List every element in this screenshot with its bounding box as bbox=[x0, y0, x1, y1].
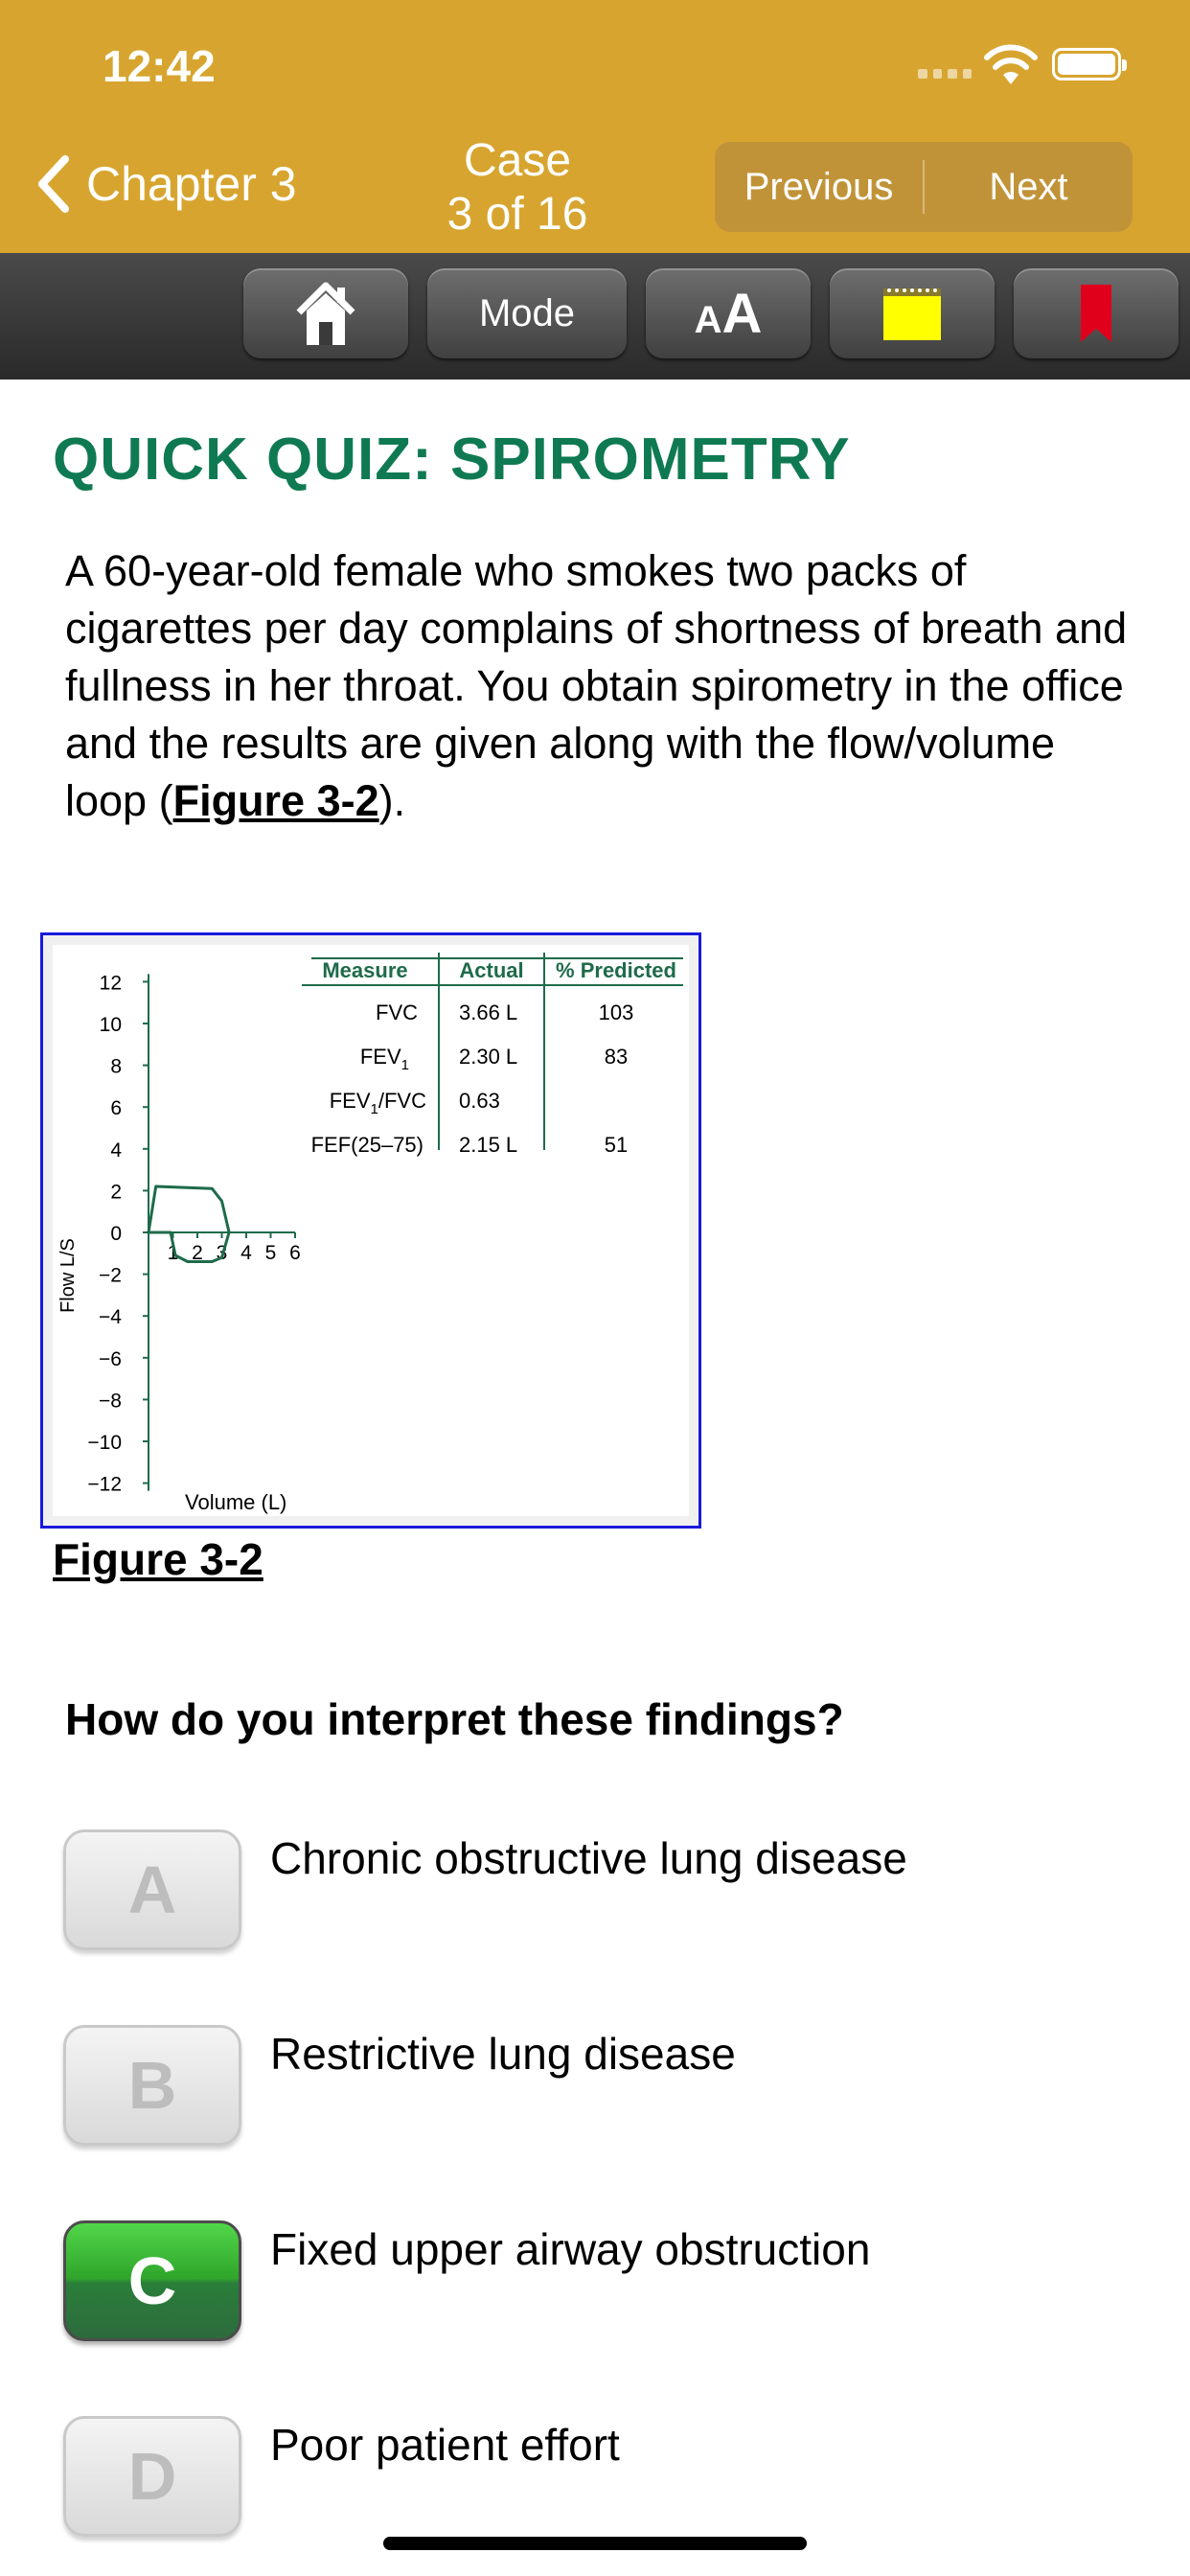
option-a-button[interactable]: A bbox=[63, 1829, 241, 1950]
table-actual-ratio: 0.63 bbox=[459, 1089, 500, 1113]
figure-caption[interactable]: Figure 3-2 bbox=[53, 1534, 263, 1584]
table-actual-fev1: 2.30 L bbox=[459, 1045, 518, 1069]
text-size-button[interactable] bbox=[646, 268, 811, 358]
table-predicted-fef: 51 bbox=[604, 1133, 629, 1157]
mode-button[interactable]: Mode bbox=[427, 268, 627, 358]
table-header-actual: Actual bbox=[459, 958, 524, 982]
x-tick-labels bbox=[168, 1232, 301, 1264]
option-a-text: Chronic obstructive lung disease bbox=[270, 1833, 907, 1883]
flow-volume-chart bbox=[53, 945, 689, 1516]
y-tick-label: −12 bbox=[87, 1473, 122, 1496]
case-line2: 3 of 16 bbox=[446, 189, 588, 240]
bookmark-icon bbox=[1079, 283, 1113, 344]
table-actual-fef: 2.15 L bbox=[459, 1133, 518, 1157]
x-tick-label: 3 bbox=[216, 1242, 228, 1264]
x-tick-label: 2 bbox=[192, 1242, 203, 1264]
table-actual-fvc: 3.66 L bbox=[459, 1000, 518, 1024]
battery-icon bbox=[1052, 48, 1121, 80]
figure-3-2[interactable] bbox=[40, 932, 701, 1529]
question-end: ). bbox=[378, 776, 406, 825]
back-label: Chapter 3 bbox=[86, 157, 297, 211]
y-tick-label: 12 bbox=[99, 972, 122, 995]
option-c-text: Fixed upper airway obstruction bbox=[270, 2224, 871, 2274]
next-button[interactable]: Next bbox=[989, 165, 1068, 208]
y-tick-label: 10 bbox=[99, 1014, 122, 1036]
table-predicted-fvc: 103 bbox=[598, 1000, 634, 1024]
option-c-button[interactable]: C bbox=[63, 2220, 241, 2341]
option-d-button[interactable]: D bbox=[63, 2416, 241, 2537]
fev1-label: FEV bbox=[359, 1045, 401, 1069]
x-tick-label: 5 bbox=[264, 1242, 277, 1264]
x-tick-label: 4 bbox=[240, 1242, 252, 1264]
y-tick-labels bbox=[87, 972, 149, 1495]
table-measure-fev1 bbox=[360, 1045, 409, 1073]
chevron-left-icon bbox=[34, 153, 73, 215]
x-tick-label: 1 bbox=[167, 1242, 179, 1264]
y-tick-label: 8 bbox=[110, 1055, 122, 1078]
home-icon bbox=[295, 280, 356, 347]
ratio-tail: /FVC bbox=[378, 1089, 426, 1113]
home-indicator bbox=[383, 2537, 807, 2550]
y-tick-label: −8 bbox=[99, 1390, 122, 1413]
table-header-predicted: % Predicted bbox=[556, 958, 676, 982]
y-tick-label: 2 bbox=[110, 1181, 122, 1204]
y-tick-label: −6 bbox=[99, 1347, 122, 1370]
figure-link[interactable]: Figure 3-2 bbox=[172, 776, 379, 825]
y-tick-label: −4 bbox=[99, 1306, 122, 1329]
case-line1: Case bbox=[463, 135, 572, 186]
bookmark-button[interactable] bbox=[1014, 268, 1179, 358]
question-prompt: How do you interpret these findings? bbox=[65, 1694, 844, 1744]
quiz-title: QUICK QUIZ: SPIROMETRY bbox=[53, 426, 851, 493]
x-axis-label: Volume (L) bbox=[185, 1490, 287, 1514]
notepad-icon bbox=[881, 285, 943, 342]
status-time: 12:42 bbox=[103, 41, 216, 91]
table-measure-ratio bbox=[330, 1089, 426, 1117]
ratio-label: FEV bbox=[329, 1089, 371, 1113]
prev-next-control bbox=[715, 142, 1133, 232]
table-measure-fef: FEF(25–75) bbox=[310, 1133, 423, 1157]
option-b-text: Restrictive lung disease bbox=[270, 2029, 736, 2079]
y-tick-label: −10 bbox=[87, 1432, 122, 1454]
y-tick-label: 4 bbox=[110, 1138, 122, 1162]
question-body: A 60-year-old female who smokes two packs of cigarettes per day complains of shortness of breath and fullness in her throat. You obtain spirometry in the office and the results are given along with the flow/volume loop ( bbox=[65, 546, 1128, 825]
option-d-text: Poor patient effort bbox=[270, 2420, 620, 2470]
figure-canvas bbox=[53, 945, 689, 1516]
x-tick-label: 6 bbox=[289, 1242, 301, 1264]
cellular-signal-icon bbox=[918, 69, 972, 82]
table-predicted-fev1: 83 bbox=[604, 1045, 629, 1069]
notes-button[interactable] bbox=[830, 268, 995, 358]
ratio-subscript: 1 bbox=[370, 1101, 378, 1117]
question-text bbox=[65, 542, 1138, 830]
wifi-icon bbox=[982, 44, 1040, 86]
fev1-subscript: 1 bbox=[400, 1057, 409, 1073]
y-tick-label: −2 bbox=[99, 1264, 122, 1287]
previous-button[interactable]: Previous bbox=[744, 165, 894, 208]
text-size-icon: AA bbox=[694, 282, 763, 345]
table-measure-fvc: FVC bbox=[376, 1000, 418, 1024]
back-button[interactable] bbox=[34, 153, 297, 215]
y-tick-label: 6 bbox=[110, 1097, 122, 1120]
y-axis-label: Flow L/S bbox=[57, 1238, 79, 1313]
home-button[interactable] bbox=[243, 268, 408, 358]
option-b-button[interactable]: B bbox=[63, 2025, 241, 2146]
y-tick-label: 0 bbox=[110, 1223, 122, 1245]
case-counter bbox=[383, 134, 652, 242]
table-header-measure: Measure bbox=[322, 958, 408, 982]
